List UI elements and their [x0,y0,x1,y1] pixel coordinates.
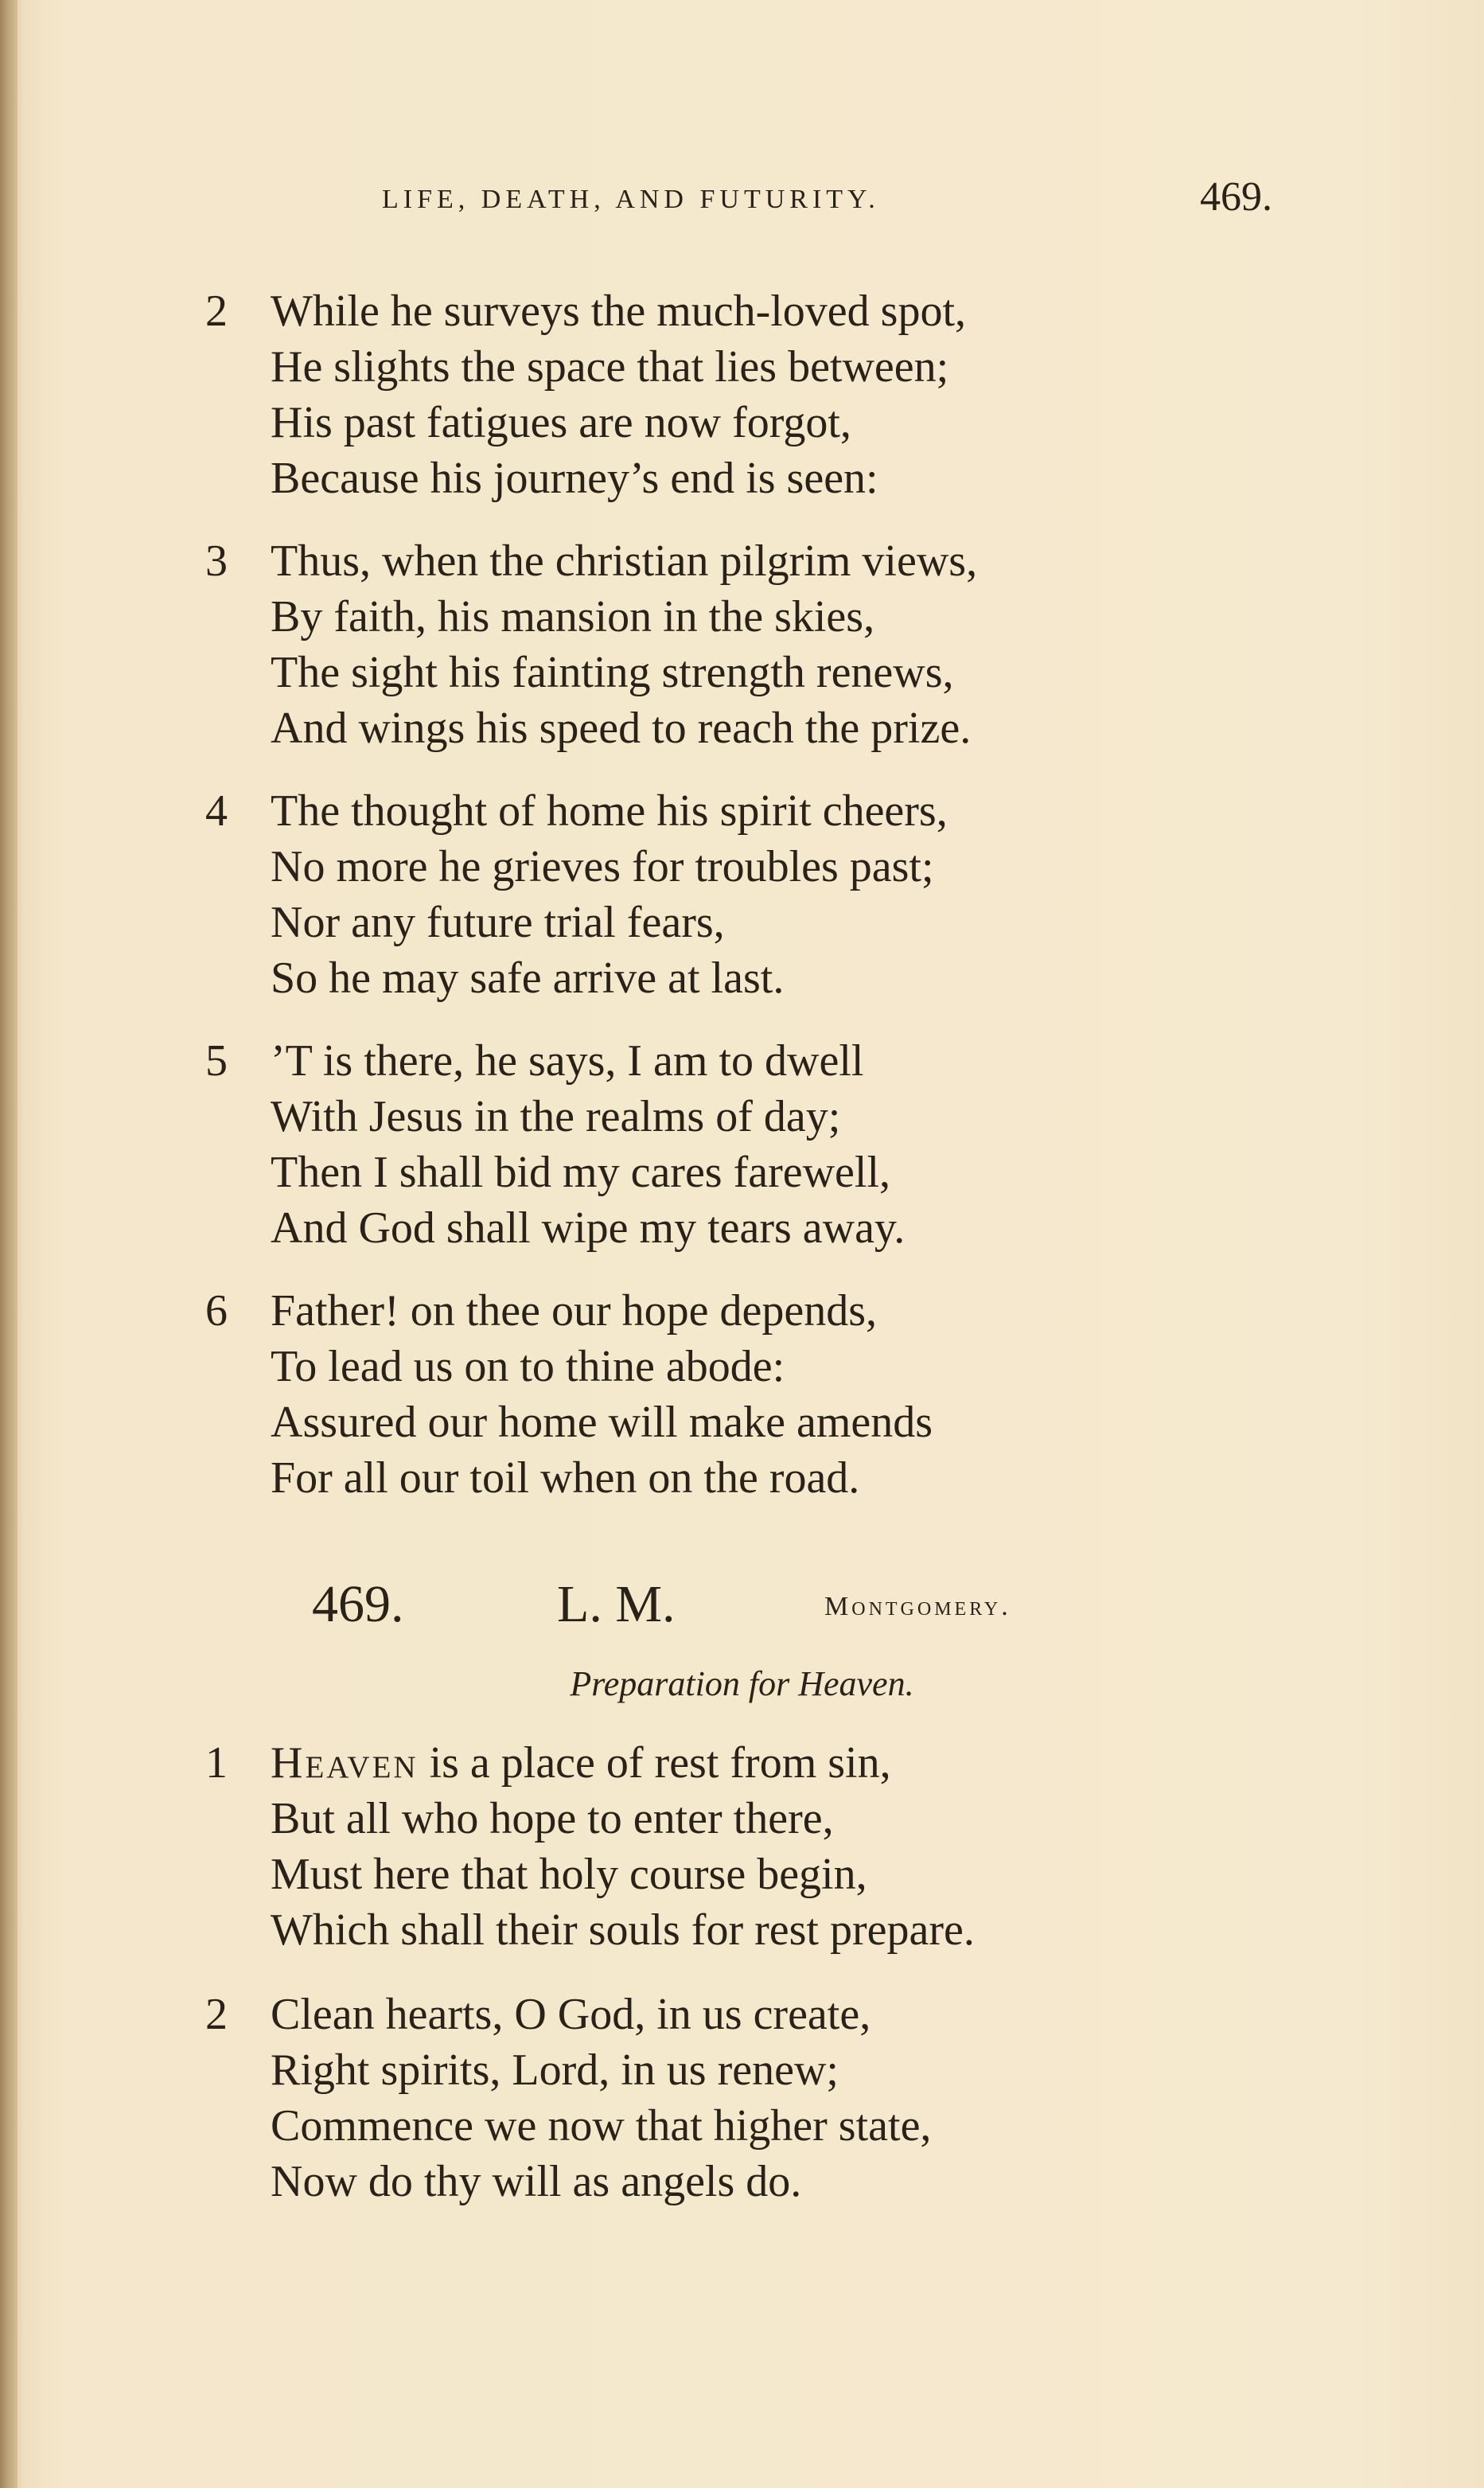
verse-line: Nor any future trial fears, [271,898,725,947]
verse-line: By faith, his mansion in the skies, [271,592,875,641]
verse-line: And wings his speed to reach the prize. [271,704,972,753]
verse-line [271,1735,891,1791]
verse-line: For all our toil when on the road. [271,1453,860,1503]
verse-line: The sight his fainting strength renews, [271,648,954,697]
verse-line: Which shall their souls for rest prepare. [271,1905,975,1955]
hymn-meter: L. M. [557,1575,676,1633]
verse-line: He slights the space that lies between; [271,342,949,392]
verse-line: No more he grieves for troubles past; [271,842,934,891]
verse-line: Right spirits, Lord, in us renew; [271,2045,839,2095]
page-number: 469. [1200,174,1272,220]
verse-line: The thought of home his spirit cheers, [271,786,948,836]
stanza-number: 2 [205,287,228,336]
verse-line: Clean hearts, O God, in us create, [271,1990,871,2039]
verse-line: ’T is there, he says, I am to dwell [271,1036,864,1086]
stanza-number: 2 [205,1990,228,2039]
verse-line: Assured our home will make amends [271,1398,933,1447]
verse-line: While he surveys the much-loved spot, [271,287,967,336]
hymn-heading [0,1574,1484,1646]
page-binding-edge [0,0,18,2488]
verse-line: Must here that holy course begin, [271,1850,867,1899]
verse-line: Commence we now that higher state, [271,2101,932,2151]
verse-line: With Jesus in the realms of day; [271,1092,841,1141]
verse-line: To lead us on to thine abode: [271,1342,785,1391]
verse-line: Father! on thee our hope depends, [271,1286,877,1336]
hymn-number: 469. [312,1575,404,1633]
stanza-number: 3 [205,536,228,586]
first-line-rest: is a place of rest from sin, [418,1738,891,1788]
stanza-number: 5 [205,1036,228,1086]
stanza-number: 4 [205,786,228,836]
first-word: Heaven [271,1738,419,1788]
verse-line: And God shall wipe my tears away. [271,1203,906,1253]
verse-line: So he may safe arrive at last. [271,953,785,1003]
verse-line: Thus, when the christian pilgrim views, [271,536,978,586]
verse-line: His past fatigues are now forgot, [271,398,851,447]
verse-line: Because his journey’s end is seen: [271,454,878,503]
verse-line: Now do thy will as angels do. [271,2157,802,2206]
verse-line: Then I shall bid my cares farewell, [271,1148,891,1197]
verse-line: But all who hope to enter there, [271,1794,834,1843]
hymn-author: Montgomery. [824,1592,1011,1621]
running-title: LIFE, DEATH, AND FUTURITY. [382,185,880,214]
stanza-number: 6 [205,1286,228,1336]
hymn-subtitle: Preparation for Heaven. [570,1664,914,1703]
stanza-number: 1 [205,1738,228,1788]
page-header [0,174,1484,237]
